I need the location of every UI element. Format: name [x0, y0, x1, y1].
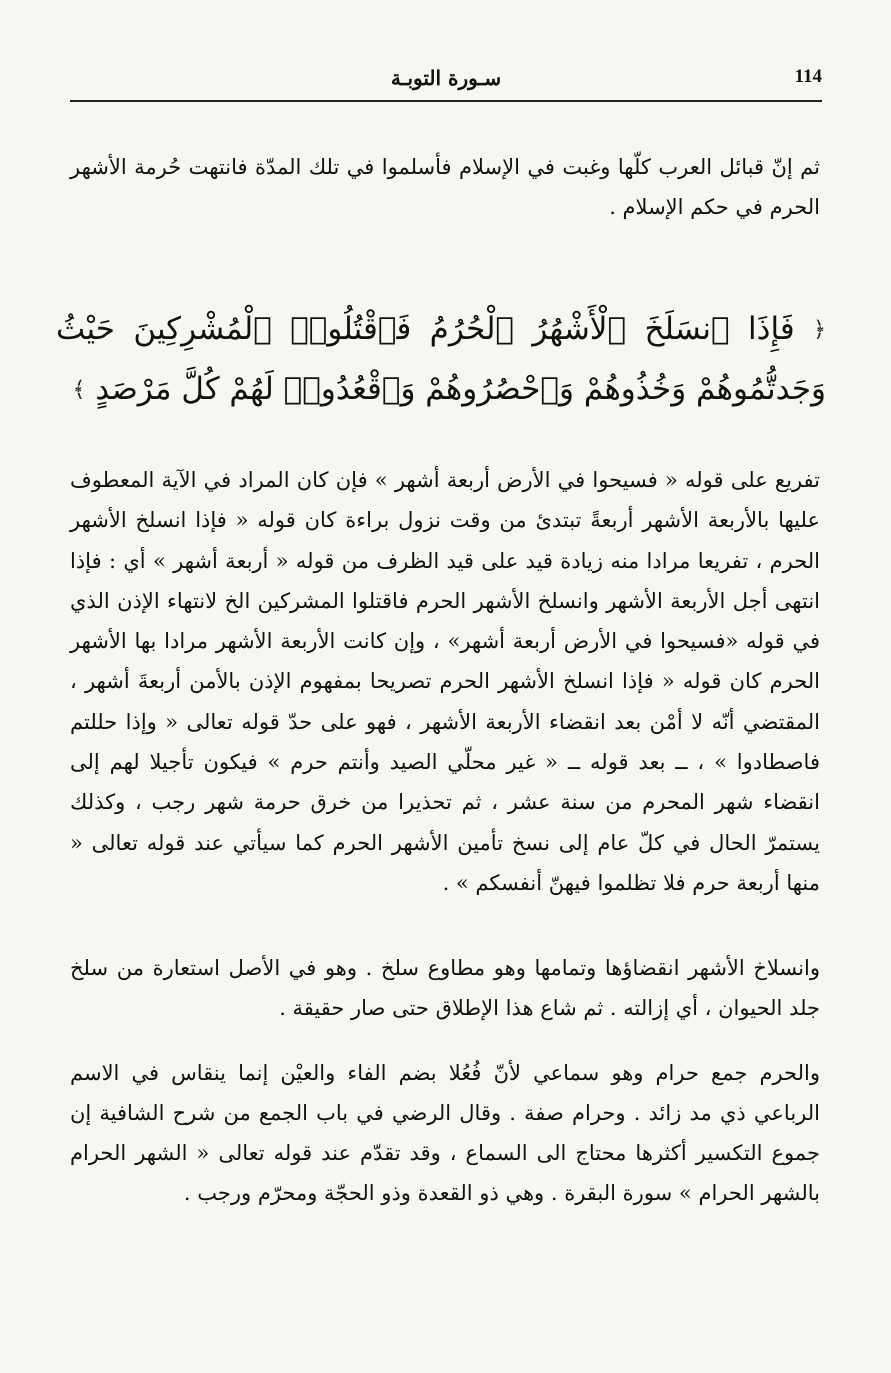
- commentary-paragraph-tafreeq: تفريع على قوله « فسيحوا في الأرض أربعة أشهر » فإن كان المراد في الآية المعطوف عليها بالأربعة الأشهر أربعةً تبتدئ من وقت نزول براءة كان قوله « فإذا انسلخ الأشهر الحرم ، تفريعا مرادا منه زيادة قيد على قيد الظرف من قوله « أربعة أشهر » أي : فإذا انتهى أجل الأربعة الأشهر وانسلخ الأشهر الحرم فاقتلوا المشركين الخ لانتهاء الإذن الذي في قوله «فسيحوا في الأرض أربعة أشهر» ، وإن كانت الأربعة الأشهر مرادا بها الأشهر الحرم كان قوله « فإذا انسلخ الأشهر الحرم تصريحا بمفهوم الإذن بالأمن أربعةَ أشهر ، المقتضي أنّه لا أمْن بعد انقضاء الأربعة الأشهر ، فهو على حدّ قوله تعالى « وإذا حللتم فاصطادوا » ، ــ بعد قوله ــ « غير محلّي الصيد وأنتم حرم » فيكون تأجيلا لهم إلى انقضاء شهر المحرم من سنة عشر ، ثم تحذيرا من خرق حرمة شهر رجب ، وكذلك يستمرّ الحال في كلّ عام إلى نسخ تأمين الأشهر الحرم كما سيأتي عند قوله تعالى « منها أربعة حرم فلا تظلموا فيهنّ أنفسكم » .: [70, 468, 820, 895]
- surah-title: سـورة التوبـة: [390, 66, 502, 90]
- quran-verse: [56, 300, 826, 419]
- verse-text: فَإِذَا ٱنسَلَخَ ٱلْأَشْهُرُ ٱلْحُرُمُ فَٱقْتُلُوا۟ ٱلْمُشْرِكِينَ حَيْثُ وَجَدتُّمُوهُمْ وَخُذُوهُمْ وَٱحْصُرُوهُمْ وَٱقْعُدُوا۟ لَهُمْ كُلَّ مَرْصَدٍ: [56, 311, 826, 407]
- commentary-paragraph-hurum: والحرم جمع حرام وهو سماعي لأنّ فُعُلا بضم الفاء والعيْن إنما ينقاس في الاسم الرباعي ذي مد زائد . وحرام صفة . وقال الرضي في باب الجمع من شرح الشافية إن جموع التكسير أكثرها محتاج الى السماع ، وقد تقدّم عند قوله تعالى « الشهر الحرام بالشهر الحرام » سورة البقرة . وهي ذو القعدة وذو الحجّة ومحرّم ورجب .: [70, 1061, 820, 1205]
- page-header: [70, 58, 822, 102]
- intro-paragraph: ثم إنّ قبائل العرب كلّها وغبت في الإسلام فأسلموا في تلك المدّة فانتهت حُرمة الأشهر الحرم في حكم الإسلام .: [70, 155, 820, 219]
- verse-open-ornament: ﴿: [813, 317, 827, 343]
- commentary-paragraph-insilakh: وانسلاخ الأشهر انقضاؤها وتمامها وهو مطاوع سلخ . وهو في الأصل استعارة من سلخ جلد الحيوان ، أي إزالته . ثم شاع هذا الإطلاق حتى صار حقيقة .: [70, 956, 820, 1020]
- header-divider: [70, 100, 822, 102]
- verse-close-ornament: ﴾: [72, 377, 86, 402]
- page-number: 114: [794, 66, 822, 87]
